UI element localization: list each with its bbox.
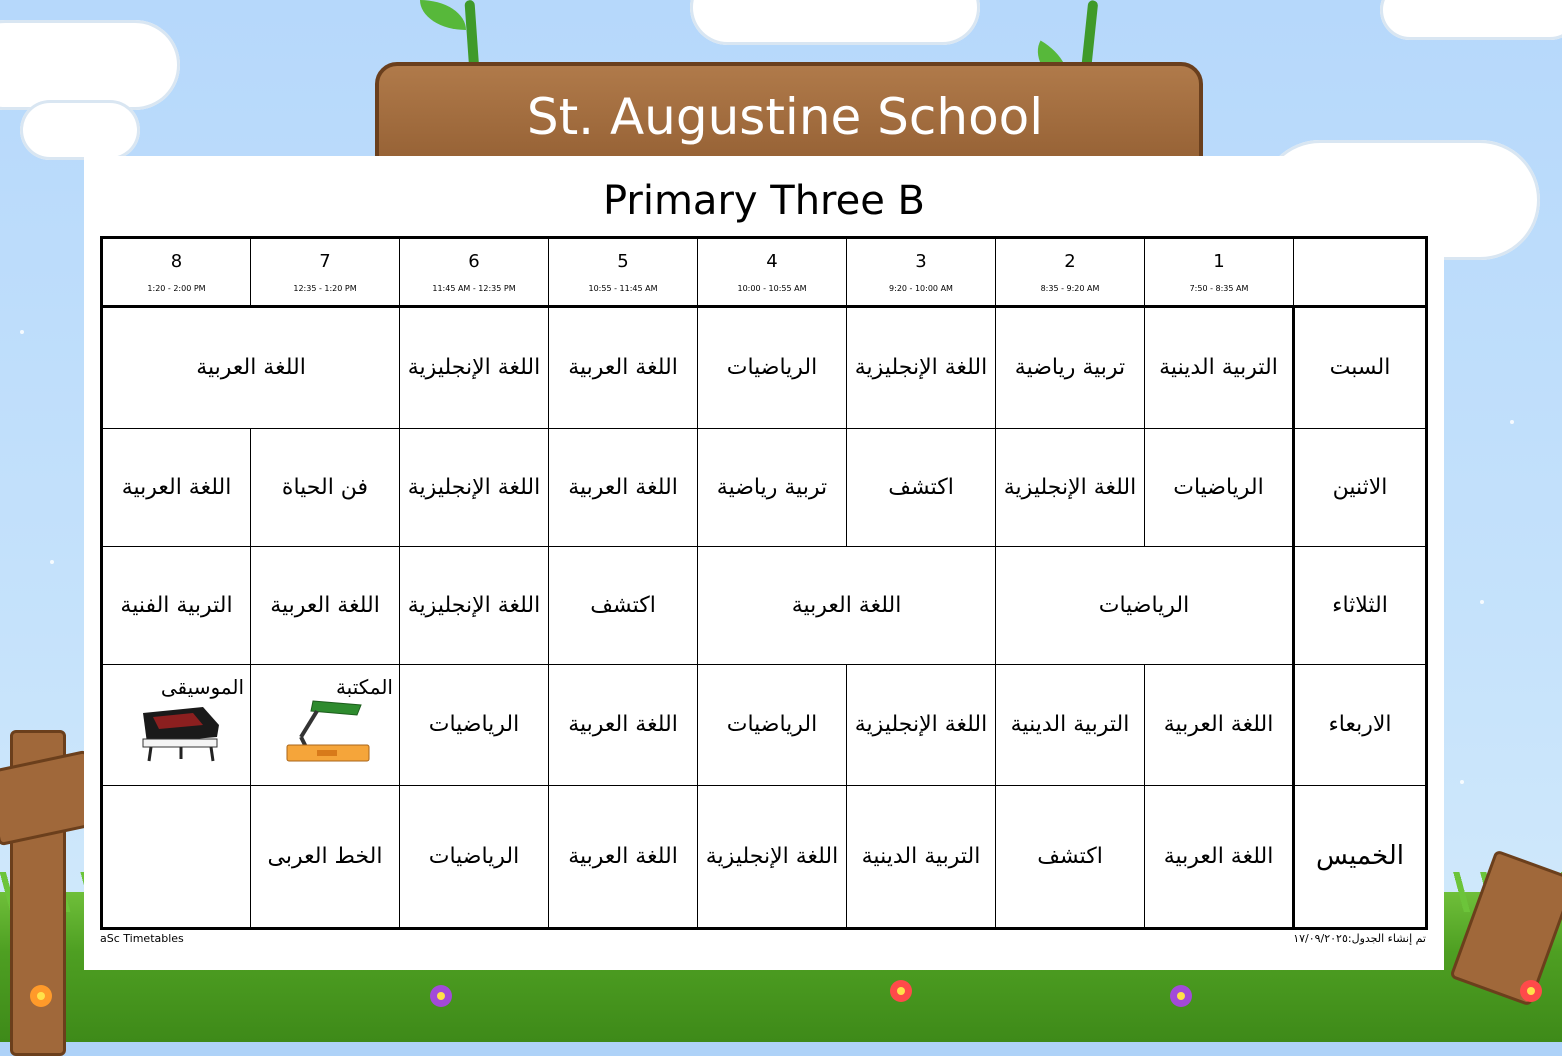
lesson-cell: اللغة العربية xyxy=(102,428,251,546)
lesson-cell: التربية الدينية xyxy=(996,665,1145,786)
lesson-cell: تربية رياضية xyxy=(996,307,1145,429)
lesson-cell: الرياضيات xyxy=(996,547,1294,665)
lesson-cell: اللغة العربية xyxy=(549,307,698,429)
period-header: 1 7:50 - 8:35 AM xyxy=(1145,238,1294,307)
flower xyxy=(430,985,452,1007)
lesson-cell xyxy=(102,786,251,929)
period-header: 4 10:00 - 10:55 AM xyxy=(698,238,847,307)
lesson-cell: اللغة العربية xyxy=(1145,786,1294,929)
corner-cell xyxy=(1294,238,1427,307)
lesson-cell: اللغة العربية xyxy=(549,428,698,546)
flower xyxy=(1520,980,1542,1002)
flower xyxy=(30,985,52,1007)
day-label: الخميس xyxy=(1294,786,1427,929)
lesson-cell: الرياضيات xyxy=(1145,428,1294,546)
lesson-cell: اكتشف xyxy=(996,786,1145,929)
period-header: 6 11:45 AM - 12:35 PM xyxy=(400,238,549,307)
lesson-cell: اكتشف xyxy=(847,428,996,546)
cloud xyxy=(0,20,180,110)
day-label: السبت xyxy=(1294,307,1427,429)
sparkle xyxy=(1460,780,1464,784)
piano-icon xyxy=(133,703,223,763)
lesson-cell: اللغة العربية xyxy=(549,665,698,786)
sparkle xyxy=(20,330,24,334)
day-label: الاربعاء xyxy=(1294,665,1427,786)
day-row-thursday xyxy=(102,786,1427,929)
lesson-cell: اللغة الإنجليزية xyxy=(847,307,996,429)
lesson-cell: التربية الدينية xyxy=(847,786,996,929)
period-header: 7 12:35 - 1:20 PM xyxy=(251,238,400,307)
lesson-cell: الرياضيات xyxy=(698,307,847,429)
lesson-cell: اللغة العربية xyxy=(1145,665,1294,786)
lesson-label: المكتبة xyxy=(335,675,393,700)
lesson-cell: الخط العربى xyxy=(251,786,400,929)
lesson-cell: الرياضيات xyxy=(698,665,847,786)
period-header: 2 8:35 - 9:20 AM xyxy=(996,238,1145,307)
lesson-cell: اللغة الإنجليزية xyxy=(400,307,549,429)
day-label: الاثنين xyxy=(1294,428,1427,546)
lesson-cell: فن الحياة xyxy=(251,428,400,546)
footer-software: aSc Timetables xyxy=(100,932,184,945)
timetable-grid xyxy=(100,236,1428,930)
period-header: 5 10:55 - 11:45 AM xyxy=(549,238,698,307)
day-row-monday xyxy=(102,428,1427,546)
lesson-cell: التربية الدينية xyxy=(1145,307,1294,429)
lesson-label: الموسيقى xyxy=(160,675,244,700)
period-header: 3 9:20 - 10:00 AM xyxy=(847,238,996,307)
day-row-tuesday xyxy=(102,547,1427,665)
footer-generated-date: تم إنشاء الجدول:١٧/٠٩/٢٠٢٥ xyxy=(1293,932,1426,945)
cloud xyxy=(690,0,980,45)
cloud xyxy=(20,100,140,160)
day-row-wednesday xyxy=(102,665,1427,786)
lesson-cell: اللغة الإنجليزية xyxy=(698,786,847,929)
flower xyxy=(890,980,912,1002)
lesson-cell-music xyxy=(102,665,251,786)
class-title: Primary Three B xyxy=(602,178,925,224)
flower xyxy=(1170,985,1192,1007)
period-header-row xyxy=(102,238,1427,307)
lesson-cell: الرياضيات xyxy=(400,665,549,786)
lesson-cell: اللغة الإنجليزية xyxy=(400,428,549,546)
timetable-sheet xyxy=(84,156,1444,970)
lesson-cell: اللغة العربية xyxy=(549,786,698,929)
lesson-cell: التربية الفنية xyxy=(102,547,251,665)
lesson-cell: تربية رياضية xyxy=(698,428,847,546)
lesson-cell: الرياضيات xyxy=(400,786,549,929)
desk-lamp-icon xyxy=(283,695,373,765)
sparkle xyxy=(1510,420,1514,424)
lesson-cell: اللغة العربية xyxy=(102,307,400,429)
school-name: St. Augustine School xyxy=(526,88,1044,146)
day-row-saturday xyxy=(102,307,1427,429)
lesson-cell: اللغة الإنجليزية xyxy=(847,665,996,786)
day-label: الثلاثاء xyxy=(1294,547,1427,665)
lesson-cell: اللغة العربية xyxy=(251,547,400,665)
lesson-cell: اللغة العربية xyxy=(698,547,996,665)
sparkle xyxy=(1480,600,1484,604)
lesson-cell: اللغة الإنجليزية xyxy=(996,428,1145,546)
lesson-cell: اكتشف xyxy=(549,547,698,665)
cloud xyxy=(1380,0,1562,40)
period-header: 8 1:20 - 2:00 PM xyxy=(102,238,251,307)
lesson-cell-library xyxy=(251,665,400,786)
lesson-cell: اللغة الإنجليزية xyxy=(400,547,549,665)
sparkle xyxy=(50,560,54,564)
